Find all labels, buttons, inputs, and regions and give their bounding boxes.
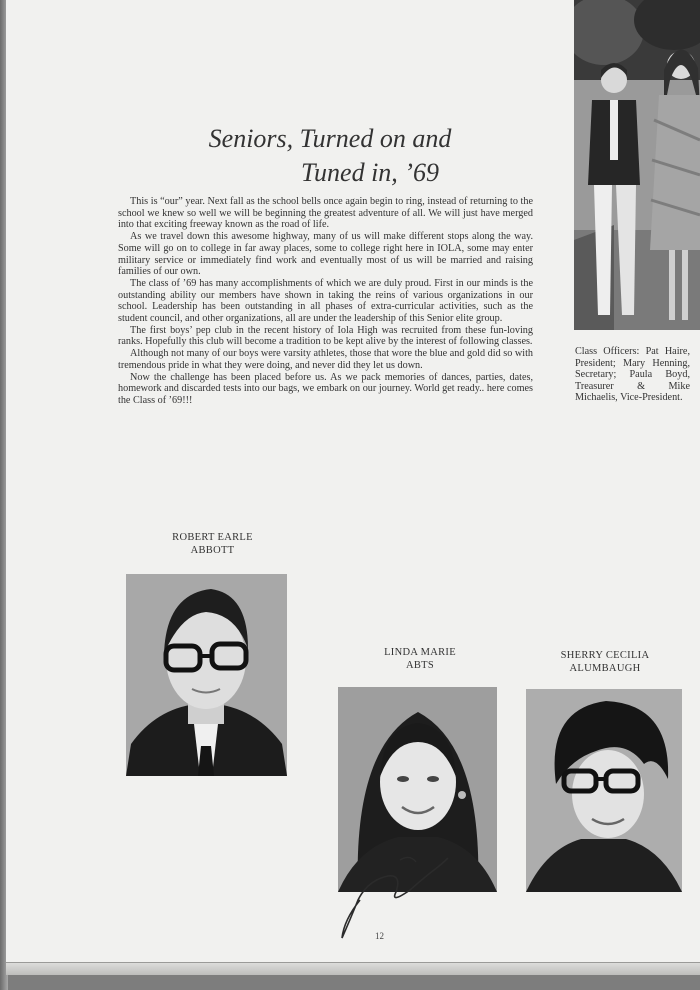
senior-first-name: SHERRY CECILIA	[560, 650, 650, 661]
handwritten-signature	[330, 840, 470, 945]
class-officers-photo	[574, 0, 700, 330]
article-title-line2: Tuned in, ’69	[301, 158, 439, 187]
article-body	[118, 196, 533, 407]
page-edge	[6, 962, 700, 975]
senior-last-name: ABBOTT	[190, 544, 235, 556]
senior-last-name: ABTS	[405, 659, 435, 671]
article-paragraph: The class of ’69 has many accomplishments of which we are duly proud. First in our minds is the outstanding ability our members have shown in taking the reins of various organizations in our school. Leadership has been outstanding in all phases of extra-curricular activities, such as the student council, and other organizations, all are under the leadership of this Senior elite group.	[118, 277, 533, 325]
senior-first-name: ROBERT EARLE	[172, 532, 253, 543]
senior-name	[530, 650, 680, 675]
article-paragraph: This is “our” year. Next fall as the school bells once again begin to ring, instead of returning to the school we knew so well we will be beginning the greatest adventure of all. We will just have merged into that exciting freeway known as the road of life.	[118, 196, 533, 231]
senior-name	[130, 532, 295, 557]
senior-name	[340, 647, 500, 672]
senior-first-name: LINDA MARIE	[384, 647, 456, 658]
officers-caption: Class Officers: Pat Haire, President; Mary Henning, Secretary; Paula Boyd, Treasurer & Mike Michaelis, Vice-President.	[575, 346, 690, 404]
senior-portrait	[526, 689, 682, 892]
article-title-line1: Seniors, Turned on and	[208, 124, 452, 153]
article-paragraph: As we travel down this awesome highway, many of us will make different stops along the way. Some will go on to college in far away places, some to college right here in IOLA, some may enter military service or immediately find work and eventually most of us will be married and raising families of our own.	[118, 231, 533, 278]
article-paragraph: Now the challenge has been placed before us. As we pack memories of dances, parties, dates, homework and discarded tests into our bags, we embark on our journey. World get ready.. here comes the Class of ’69!!!	[118, 371, 533, 406]
article-paragraph: Although not many of our boys were varsity athletes, those that wore the blue and gold did so with tremendous pride in what they were doing, and never did they let us down.	[118, 348, 533, 371]
senior-portrait	[126, 574, 287, 776]
senior-last-name: ALUMBAUGH	[569, 662, 641, 674]
article-paragraph: The first boys’ pep club in the recent history of Iola High was recruited from these fun-loving ranks. Hopefully this club will become a tradition to be kept alive by the interest of following classes.	[118, 324, 533, 348]
page-number: 12	[375, 931, 384, 941]
